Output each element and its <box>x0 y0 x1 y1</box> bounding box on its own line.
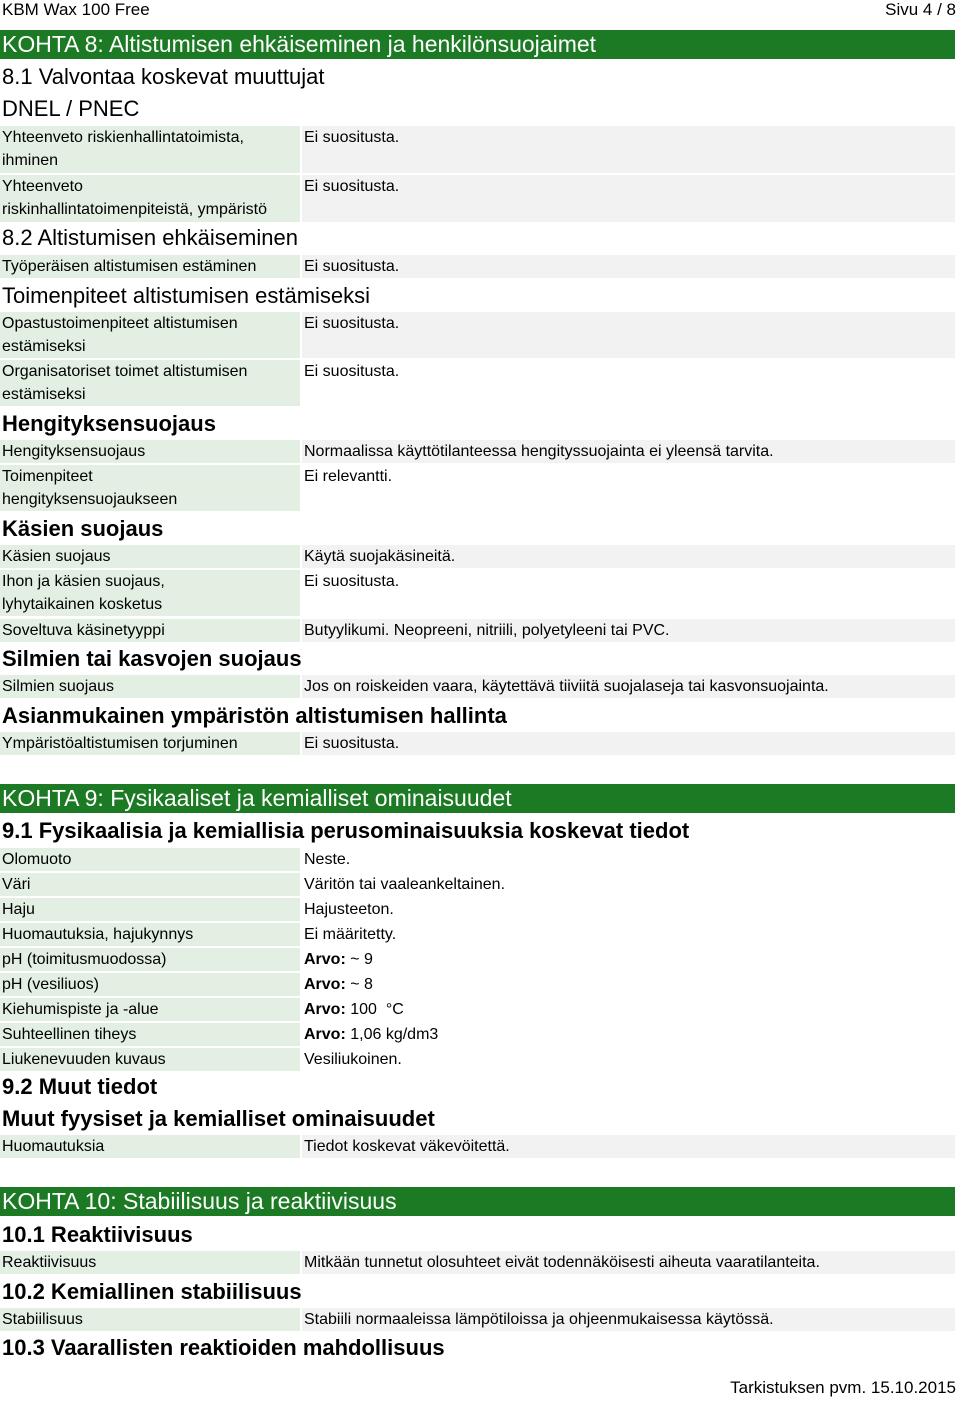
row-label: Työperäisen altistumisen estäminen <box>0 255 300 278</box>
table-row <box>0 732 955 755</box>
row-value: Butyylikumi. Neopreeni, nitriili, polyetyleeni tai PVC. <box>302 619 955 642</box>
subsection-10-3-title: 10.3 Vaarallisten reaktioiden mahdollisuus <box>2 1335 445 1360</box>
table-row <box>0 1048 955 1071</box>
row-value: Väritön tai vaaleankeltainen. <box>304 876 506 893</box>
arvo-label: Arvo: <box>304 1026 346 1043</box>
table-row <box>0 126 955 173</box>
row-label: Hengityksensuojaus <box>0 440 300 463</box>
arvo-value: 1,06 kg/dm3 <box>350 1026 439 1043</box>
table-row <box>0 175 955 222</box>
arvo-label: Arvo: <box>304 1001 346 1018</box>
section-8-title: KOHTA 8: Altistumisen ehkäiseminen ja henkilönsuojaimet <box>0 30 955 59</box>
table-row <box>0 619 955 642</box>
row-value <box>302 998 955 1021</box>
dnel-pnec-heading: DNEL / PNEC <box>2 96 140 121</box>
table-row <box>0 465 955 511</box>
row-value: Mitkään tunnetut olosuhteet eivät todennäköisesti aiheuta vaaratilanteita. <box>302 1251 955 1274</box>
row-value: Ei suositusta. <box>304 573 400 590</box>
page-number: Sivu 4 / 8 <box>885 0 956 19</box>
heading-ymparisto: Asianmukainen ympäristön altistumisen hallinta <box>2 703 507 728</box>
row-value: Ei suositusta. <box>304 363 400 380</box>
arvo-value: ~ 9 <box>350 951 373 968</box>
row-value: Stabiili normaaleissa lämpötiloissa ja ohjeenmukaisessa käytössä. <box>302 1308 955 1331</box>
table-row <box>0 1023 955 1046</box>
row-label: Yhteenveto riskinhallintatoimenpiteistä, ympäristö <box>0 175 300 222</box>
row-value: Neste. <box>304 851 351 868</box>
heading-silmien-suojaus: Silmien tai kasvojen suojaus <box>2 646 302 671</box>
row-label: Silmien suojaus <box>0 675 300 698</box>
table-row <box>0 570 955 616</box>
row-value: Ei suositusta. <box>302 175 955 222</box>
row-label: Opastustoimenpiteet altistumisen estämiseksi <box>0 312 300 358</box>
row-label: Käsien suojaus <box>0 545 300 568</box>
row-value: Ei määritetty. <box>304 926 397 943</box>
page-header <box>0 0 960 22</box>
subsection-10-1-title: 10.1 Reaktiivisuus <box>2 1222 193 1247</box>
arvo-value: ~ 8 <box>350 976 373 993</box>
table-row <box>0 255 955 278</box>
row-label: Organisatoriset toimet altistumisen estämiseksi <box>0 360 300 406</box>
section-10-title: KOHTA 10: Stabiilisuus ja reaktiivisuus <box>0 1187 955 1216</box>
heading-hengityksensuojaus: Hengityksensuojaus <box>2 411 216 436</box>
row-value: Käytä suojakäsineitä. <box>302 545 955 568</box>
row-label: Ihon ja käsien suojaus, lyhytaikainen kosketus <box>0 570 300 616</box>
table-row <box>0 545 955 568</box>
row-label: Suhteellinen tiheys <box>0 1023 300 1046</box>
table-row <box>0 312 955 358</box>
table-row <box>0 1308 955 1331</box>
section-9-title: KOHTA 9: Fysikaaliset ja kemialliset ominaisuudet <box>0 784 955 813</box>
row-value <box>302 973 955 996</box>
row-value: Ei suositusta. <box>302 255 955 278</box>
row-label: Yhteenveto riskienhallintatoimista, ihminen <box>0 126 300 173</box>
table-row <box>0 848 955 871</box>
row-label: Väri <box>0 873 300 896</box>
row-label: Stabiilisuus <box>0 1308 300 1331</box>
row-value: Normaalissa käyttötilanteessa hengityssuojainta ei yleensä tarvita. <box>302 440 955 463</box>
row-label: Ympäristöaltistumisen torjuminen <box>0 732 300 755</box>
table-row <box>0 973 955 996</box>
table-row <box>0 440 955 463</box>
product-name: KBM Wax 100 Free <box>2 0 150 19</box>
revision-date: Tarkistuksen pvm. 15.10.2015 <box>730 1378 956 1397</box>
heading-toimenpiteet: Toimenpiteet altistumisen estämiseksi <box>2 283 371 308</box>
arvo-label: Arvo: <box>304 976 346 993</box>
table-row <box>0 898 955 921</box>
subsection-10-2-title: 10.2 Kemiallinen stabiilisuus <box>2 1279 302 1304</box>
table-row <box>0 1135 955 1158</box>
row-label: Kiehumispiste ja -alue <box>0 998 300 1021</box>
row-label: Toimenpiteet hengityksensuojaukseen <box>0 465 300 511</box>
row-label: Olomuoto <box>0 848 300 871</box>
table-row <box>0 998 955 1021</box>
table-row <box>0 948 955 971</box>
heading-muut-ominaisuudet: Muut fyysiset ja kemialliset ominaisuudet <box>2 1106 435 1131</box>
row-value: Ei relevantti. <box>304 468 393 485</box>
row-label: Liukenevuuden kuvaus <box>0 1048 300 1071</box>
table-row <box>0 675 955 698</box>
row-value <box>302 948 955 971</box>
row-label: Soveltuva käsinetyyppi <box>0 619 300 642</box>
subsection-9-2-title: 9.2 Muut tiedot <box>2 1074 158 1099</box>
row-value: Tiedot koskevat väkevöitettä. <box>302 1135 955 1158</box>
table-row <box>0 360 955 406</box>
row-label: pH (toimitusmuodossa) <box>0 948 300 971</box>
arvo-value: 100 °C <box>350 1001 404 1018</box>
row-value <box>302 1023 955 1046</box>
heading-kasien-suojaus: Käsien suojaus <box>2 516 164 541</box>
table-row <box>0 923 955 946</box>
row-label: Huomautuksia, hajukynnys <box>0 923 300 946</box>
row-label: pH (vesiliuos) <box>0 973 300 996</box>
row-value: Jos on roiskeiden vaara, käytettävä tiiviitä suojalaseja tai kasvonsuojainta. <box>302 675 955 698</box>
table-row <box>0 1251 955 1274</box>
row-value: Vesiliukoinen. <box>304 1051 402 1068</box>
subsection-8-2-title: 8.2 Altistumisen ehkäiseminen <box>2 225 298 250</box>
row-value: Hajusteeton. <box>304 901 394 918</box>
subsection-8-1-title: 8.1 Valvontaa koskevat muuttujat <box>2 64 325 89</box>
row-label: Haju <box>0 898 300 921</box>
arvo-label: Arvo: <box>304 951 346 968</box>
table-row <box>0 873 955 896</box>
row-label: Reaktiivisuus <box>0 1251 300 1274</box>
row-label: Huomautuksia <box>0 1135 300 1158</box>
row-value: Ei suositusta. <box>302 732 955 755</box>
row-value: Ei suositusta. <box>302 126 955 173</box>
subsection-9-1-title: 9.1 Fysikaalisia ja kemiallisia perusominaisuuksia koskevat tiedot <box>2 818 690 843</box>
row-value: Ei suositusta. <box>302 312 955 358</box>
